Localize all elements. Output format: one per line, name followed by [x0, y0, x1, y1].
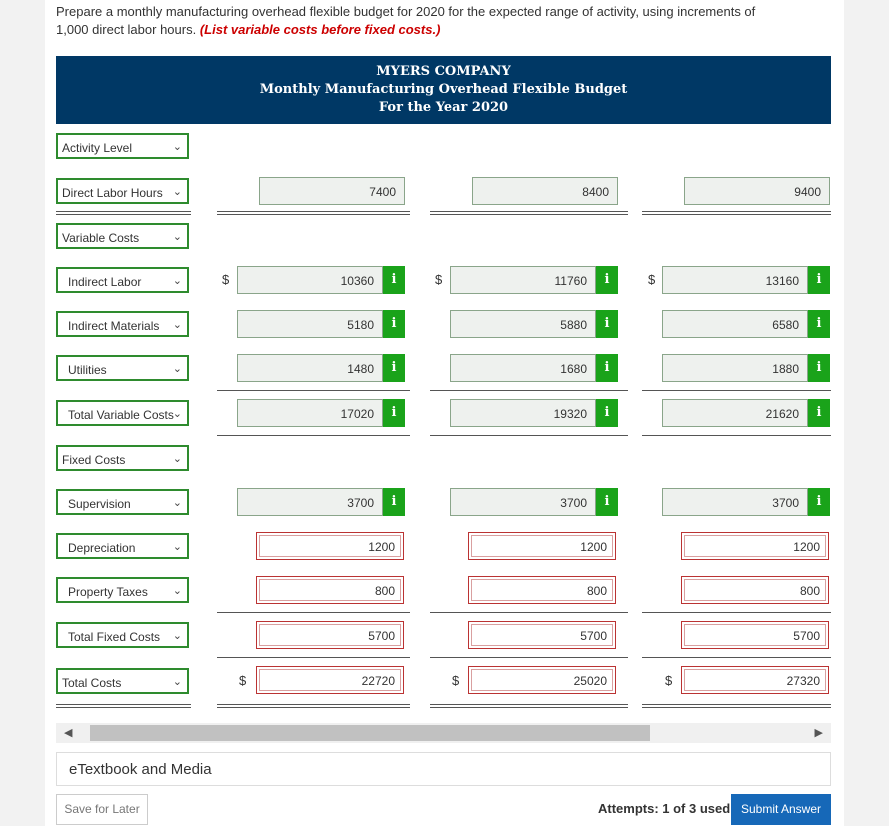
info-icon[interactable]: i: [596, 354, 618, 382]
dollar-sign: $: [239, 673, 247, 688]
input-hours-col1[interactable]: 7400: [259, 177, 405, 205]
select-supervision[interactable]: [56, 489, 189, 515]
info-icon[interactable]: i: [596, 399, 618, 427]
input-total-variable-col2[interactable]: 19320: [450, 399, 596, 427]
input-property-taxes-col2[interactable]: 800: [468, 576, 616, 604]
info-icon[interactable]: i: [808, 354, 830, 382]
input-hours-col3[interactable]: 9400: [684, 177, 830, 205]
dollar-sign: $: [435, 272, 443, 287]
select-fixed-costs[interactable]: [56, 445, 189, 471]
input-hours-col2[interactable]: 8400: [472, 177, 618, 205]
dollar-sign: $: [452, 673, 460, 688]
select-label: Variable Costs: [62, 231, 140, 245]
info-icon[interactable]: i: [596, 266, 618, 294]
select-depreciation[interactable]: [56, 533, 189, 559]
info-icon[interactable]: i: [596, 488, 618, 516]
company-name: MYERS COMPANY: [376, 64, 511, 79]
select-property-taxes[interactable]: [56, 577, 189, 603]
input-indirect-labor-col3[interactable]: 13160: [662, 266, 808, 294]
attempts-counter: Attempts: 1 of 3 used: [598, 801, 731, 816]
select-utilities[interactable]: [56, 355, 189, 381]
select-label: Supervision: [68, 497, 131, 511]
select-indirect-labor[interactable]: [56, 267, 189, 293]
chevron-down-icon: ⌄: [172, 186, 182, 198]
input-utilities-col2[interactable]: 1680: [450, 354, 596, 382]
input-supervision-col1[interactable]: 3700: [237, 488, 383, 516]
budget-title: Monthly Manufacturing Overhead Flexible Budget: [259, 82, 628, 97]
select-label: Total Variable Costs: [68, 408, 174, 422]
select-indirect-materials[interactable]: [56, 311, 189, 337]
chevron-down-icon: ⌄: [172, 363, 182, 375]
input-indirect-labor-col2[interactable]: 11760: [450, 266, 596, 294]
select-label: Utilities: [68, 363, 107, 377]
info-icon[interactable]: i: [383, 399, 405, 427]
select-total-fixed-costs[interactable]: [56, 622, 189, 648]
select-activity-level[interactable]: [56, 133, 189, 159]
info-icon[interactable]: i: [808, 310, 830, 338]
input-total-fixed-col3[interactable]: 5700: [681, 621, 829, 649]
input-total-variable-col3[interactable]: 21620: [662, 399, 808, 427]
chevron-down-icon: ⌄: [172, 408, 182, 420]
chevron-down-icon: ⌄: [172, 275, 182, 287]
select-total-variable-costs[interactable]: [56, 400, 189, 426]
select-label: Indirect Materials: [68, 319, 160, 333]
horizontal-scrollbar[interactable]: [56, 723, 831, 743]
select-label: Fixed Costs: [62, 453, 126, 467]
select-direct-labor-hours[interactable]: [56, 178, 189, 204]
chevron-down-icon: ⌄: [172, 497, 182, 509]
chevron-down-icon: ⌄: [172, 453, 182, 465]
select-label: Property Taxes: [68, 585, 148, 599]
dollar-sign: $: [222, 272, 230, 287]
input-indirect-materials-col1[interactable]: 5180: [237, 310, 383, 338]
budget-period: For the Year 2020: [378, 100, 509, 115]
select-label: Depreciation: [68, 541, 136, 555]
dollar-sign: $: [665, 673, 673, 688]
instructions: [56, 3, 776, 39]
chevron-down-icon: ⌄: [172, 319, 182, 331]
input-total-costs-col1[interactable]: 22720: [256, 666, 404, 694]
input-supervision-col3[interactable]: 3700: [662, 488, 808, 516]
submit-answer-button[interactable]: Submit Answer: [731, 794, 831, 825]
info-icon[interactable]: i: [808, 399, 830, 427]
chevron-down-icon: ⌄: [172, 231, 182, 243]
input-total-fixed-col1[interactable]: 5700: [256, 621, 404, 649]
chevron-down-icon: ⌄: [172, 141, 182, 153]
chevron-down-icon: ⌄: [172, 585, 182, 597]
input-depreciation-col2[interactable]: 1200: [468, 532, 616, 560]
scroll-right-arrow-icon[interactable]: ▶: [814, 727, 823, 739]
input-total-fixed-col2[interactable]: 5700: [468, 621, 616, 649]
instructions-note: (List variable costs before fixed costs.): [199, 22, 441, 37]
info-icon[interactable]: i: [383, 266, 405, 294]
chevron-down-icon: ⌄: [172, 630, 182, 642]
dollar-sign: $: [648, 272, 656, 287]
select-variable-costs[interactable]: [56, 223, 189, 249]
input-indirect-materials-col3[interactable]: 6580: [662, 310, 808, 338]
info-icon[interactable]: i: [383, 310, 405, 338]
input-depreciation-col3[interactable]: 1200: [681, 532, 829, 560]
input-utilities-col1[interactable]: 1480: [237, 354, 383, 382]
input-property-taxes-col3[interactable]: 800: [681, 576, 829, 604]
chevron-down-icon: ⌄: [172, 541, 182, 553]
input-depreciation-col1[interactable]: 1200: [256, 532, 404, 560]
input-total-costs-col2[interactable]: 25020: [468, 666, 616, 694]
input-indirect-labor-col1[interactable]: 10360: [237, 266, 383, 294]
scroll-left-arrow-icon[interactable]: ◀: [64, 727, 73, 739]
info-icon[interactable]: i: [808, 266, 830, 294]
instructions-text: Prepare a monthly manufacturing overhead flexible budget for 2020 for the expected range of activity, using increments of 1,000 direct labor hours.: [56, 4, 756, 37]
input-supervision-col2[interactable]: 3700: [450, 488, 596, 516]
select-label: Direct Labor Hours: [62, 186, 163, 200]
save-for-later-button[interactable]: Save for Later: [56, 794, 148, 825]
info-icon[interactable]: i: [383, 354, 405, 382]
select-label: Total Costs: [62, 676, 122, 690]
budget-header: [56, 56, 831, 124]
select-label: Activity Level: [62, 141, 133, 155]
input-property-taxes-col1[interactable]: 800: [256, 576, 404, 604]
info-icon[interactable]: i: [596, 310, 618, 338]
select-total-costs[interactable]: [56, 668, 189, 694]
input-indirect-materials-col2[interactable]: 5880: [450, 310, 596, 338]
select-label: Indirect Labor: [68, 275, 142, 289]
info-icon[interactable]: i: [383, 488, 405, 516]
input-total-variable-col1[interactable]: 17020: [237, 399, 383, 427]
chevron-down-icon: ⌄: [172, 676, 182, 688]
info-icon[interactable]: i: [808, 488, 830, 516]
input-utilities-col3[interactable]: 1880: [662, 354, 808, 382]
scrollbar-thumb[interactable]: [90, 725, 650, 741]
select-label: Total Fixed Costs: [68, 630, 161, 644]
etextbook-media-link[interactable]: eTextbook and Media: [56, 752, 831, 786]
input-total-costs-col3[interactable]: 27320: [681, 666, 829, 694]
